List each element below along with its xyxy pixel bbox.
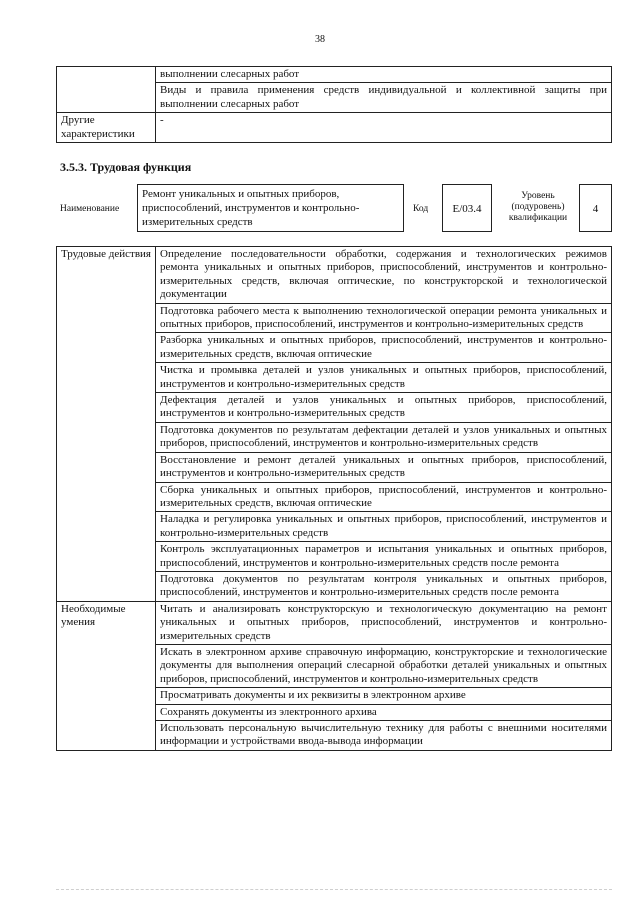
list-item: Подготовка документов по результатам дефектации деталей и узлов уникальных и опытных приборов, приспособлений, инструментов и контрольно-измерительных средств — [156, 422, 612, 452]
function-table — [56, 246, 612, 751]
code-label: Код — [413, 204, 429, 214]
row-text: - — [156, 113, 612, 143]
section-label: Необходимые умения — [57, 601, 156, 750]
list-item: Искать в электронном архиве справочную информацию, конструкторские и технологические документы для выполнения операций слесарной обработки деталей уникальных и опытных приборов, приспособлений, инструментов и контрольно-измерительных средств — [156, 644, 612, 687]
level-value: 4 — [579, 184, 612, 232]
section-title: 3.5.3. Трудовая функция — [60, 160, 192, 174]
row-label: Другие характеристики — [57, 113, 156, 143]
list-item: Определение последовательности обработки, содержания и технологических режимов ремонта уникальных и опытных приборов, приспособлений, инструментов и контрольно-измерительных средств, включая оптические, по конструкторской и технологической документации — [156, 247, 612, 304]
table-row — [57, 601, 612, 644]
list-item: Дефектация деталей и узлов уникальных и опытных приборов, приспособлений, инструментов и контрольно-измерительных средств — [156, 393, 612, 423]
table-row — [57, 247, 612, 304]
level-label: Уровень (подуровень) квалификации — [508, 191, 568, 223]
scan-artifact-line — [56, 889, 612, 890]
list-item: Разборка уникальных и опытных приборов, приспособлений, инструментов и контрольно-измерительных средств, включая оптические — [156, 333, 612, 363]
list-item: Подготовка документов по результатам контроля уникальных и опытных приборов, приспособлений, инструментов и контрольно-измерительных средств после ремонта — [156, 571, 612, 601]
table-row — [57, 113, 612, 143]
list-item: Подготовка рабочего места к выполнению технологической операции ремонта уникальных и опытных приборов, приспособлений, инструментов и контрольно-измерительных средств — [156, 303, 612, 333]
row-label — [57, 67, 156, 113]
row-text: Виды и правила применения средств индивидуальной и коллективной защиты при выполнении слесарных работ — [156, 83, 612, 113]
code-value: E/03.4 — [442, 184, 492, 232]
table-row — [57, 67, 612, 83]
page-number: 38 — [315, 34, 325, 45]
list-item: Контроль эксплуатационных параметров и испытания уникальных и опытных приборов, приспособлений, инструментов и контрольно-измерительных средств после ремонта — [156, 542, 612, 572]
name-value: Ремонт уникальных и опытных приборов, приспособлений, инструментов и контрольно-измерительных средств — [137, 184, 404, 232]
list-item: Чистка и промывка деталей и узлов уникальных и опытных приборов, приспособлений, инструментов и контрольно-измерительных средств — [156, 363, 612, 393]
continuation-table — [56, 66, 612, 143]
row-text: выполнении слесарных работ — [156, 67, 612, 83]
section-label: Трудовые действия — [57, 247, 156, 602]
list-item: Просматривать документы и их реквизиты в электронном архиве — [156, 688, 612, 704]
list-item: Сборка уникальных и опытных приборов, приспособлений, инструментов и контрольно-измерительных средств, включая оптические — [156, 482, 612, 512]
list-item: Сохранять документы из электронного архива — [156, 704, 612, 720]
list-item: Наладка и регулировка уникальных и опытных приборов, приспособлений, инструментов и контрольно-измерительных средств — [156, 512, 612, 542]
list-item: Использовать персональную вычислительную технику для работы с внешними носителями информации и устройствами ввода-вывода информации — [156, 721, 612, 751]
name-label: Наименование — [60, 204, 120, 214]
list-item: Восстановление и ремонт деталей уникальных и опытных приборов, приспособлений, инструментов и контрольно-измерительных средств — [156, 452, 612, 482]
list-item: Читать и анализировать конструкторскую и технологическую документацию на ремонт уникальных и опытных приборов, приспособлений, инструментов и контрольно-измерительных средств — [156, 601, 612, 644]
